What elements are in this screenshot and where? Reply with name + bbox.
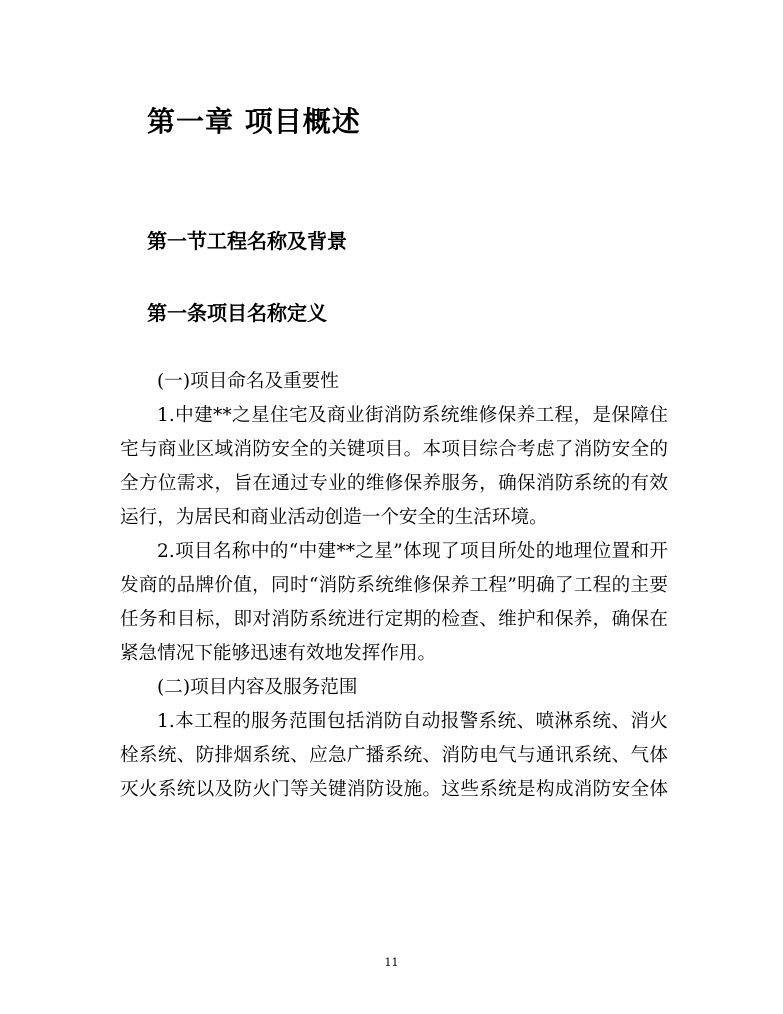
page-number: 11 bbox=[384, 956, 399, 969]
paragraph-line: 灭火系统以及防火门等关键消防设施。这些系统是构成消防安全体 bbox=[120, 779, 668, 800]
paragraph-line: 栓系统、防排烟系统、应急广播系统、消防电气与通讯系统、气体 bbox=[120, 745, 668, 766]
paragraph-line: 2.项目名称中的“中建**之星”体现了项目所处的地理位置和开 bbox=[157, 541, 668, 562]
paragraph-line: 任务和目标，即对消防系统进行定期的检查、维护和保养，确保在 bbox=[120, 609, 668, 630]
body-text bbox=[120, 365, 668, 807]
paragraph-line: 1.本工程的服务范围包括消防自动报警系统、喷淋系统、消火 bbox=[157, 711, 668, 732]
article-title: 第一条项目名称定义 bbox=[147, 301, 327, 325]
paragraph-line: 全方位需求，旨在通过专业的维修保养服务，确保消防系统的有效 bbox=[120, 473, 668, 494]
chapter-title: 第一章 项目概述 bbox=[147, 105, 361, 138]
paragraph-line: 宅与商业区域消防安全的关键项目。本项目综合考虑了消防安全的 bbox=[120, 439, 668, 460]
paragraph-line: 运行，为居民和商业活动创造一个安全的生活环境。 bbox=[120, 507, 548, 528]
paragraph-line: 1.中建**之星住宅及商业街消防系统维修保养工程，是保障住 bbox=[157, 405, 668, 426]
paragraph-line: 紧急情况下能够迅速有效地发挥作用。 bbox=[120, 643, 437, 664]
subheading-naming: (一)项目命名及重要性 bbox=[157, 371, 339, 392]
section-title: 第一节工程名称及背景 bbox=[147, 229, 347, 253]
subheading-scope: (二)项目内容及服务范围 bbox=[157, 677, 358, 698]
paragraph-line: 发商的品牌价值，同时“消防系统维修保养工程”明确了工程的主要 bbox=[120, 575, 668, 596]
